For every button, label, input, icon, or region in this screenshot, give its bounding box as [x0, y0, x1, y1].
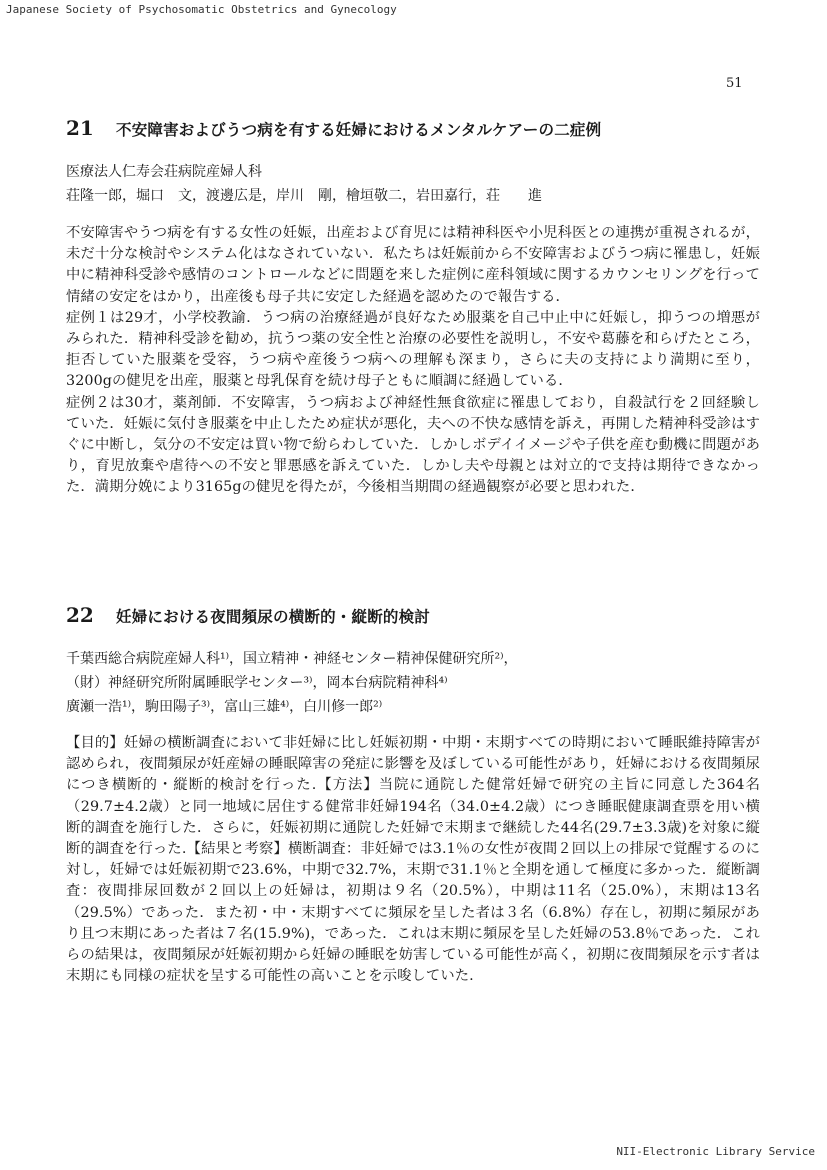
- abstract-title: 不安障害およびうつ病を有する妊婦におけるメンタルケアーの二症例: [116, 121, 602, 139]
- abstract-paragraph: 不安障害やうつ病を有する女性の妊娠，出産および育児には精神科医や小児科医との連携が重視されるが，未だ十分な検討やシステム化はなされていない．私たちは妊娠前から不安障害およびうつ病に罹患し，妊娠中に精神科受診や感情のコントロールなどに問題を来した症例に産科領域に関するカウンセリングを行って情緒の安定をはかり，出産後も母子共に安定した経過を認めたので報告する．: [66, 225, 760, 305]
- journal-header: Japanese Society of Psychosomatic Obstetrics and Gynecology: [6, 3, 397, 16]
- affiliation-line: （財）神経研究所附属睡眠学センター³⁾，岡本台病院精神科⁴⁾: [66, 675, 448, 691]
- author-list: 廣瀬一浩¹⁾，駒田陽子³⁾，富山三雄⁴⁾，白川修一郎²⁾: [66, 699, 383, 715]
- author-list: 荘隆一郎，堀口 文，渡邊広是，岸川 剛，檜垣敬二，岩田嘉行，荘 進: [66, 188, 542, 204]
- abstract-title-row: [66, 116, 760, 140]
- abstract-number: 22: [66, 603, 94, 627]
- abstract-paragraph: 【目的】妊婦の横断調査において非妊婦に比し妊娠初期・中期・末期すべての時期において睡眠維持障害が認められ，夜間頻尿が妊産婦の睡眠障害の発症に影響を及ぼしている可能性があり，妊婦における夜間頻尿につき横断的・縦断的検討を行った.【方法】当院に通院した健常妊婦で研究の主旨に同意した364名（29.7±4.2歳）と同一地域に居住する健常非妊婦194名（34.0±4.2歳）につき睡眠健康調査票を用い横断的調査を施行した．さらに，妊娠初期に通院した妊婦で末期まで継続した44名(29.7±3.3歳)を対象に縦断的調査を行った.【結果と考察】横断調査：非妊婦では3.1％の女性が夜間２回以上の排尿で覚醒するのに対し，妊婦では妊娠初期で23.6%，中期で32.7%，末期で31.1％と全期を通して極度に多かった．縦断調査：夜間排尿回数が２回以上の妊婦は，初期は９名（20.5%），中期は11名（25.0%），末期は13名（29.5%）であった．また初・中・末期すべてに頻尿を呈した者は３名（6.8%）存在し，初期に頻尿があり且つ末期にあった者は７名(15.9%)，であった．これは末期に頻尿を呈した妊婦の53.8％であった．これらの結果は，夜間頻尿が妊娠初期から妊婦の睡眠を妨害している可能性が高く，初期に夜間頻尿を示す者は末期にも同様の症状を呈する可能性の高いことを示唆していた.: [66, 735, 760, 985]
- abstract-21: [66, 116, 760, 499]
- abstract-title: 妊婦における夜間頻尿の横断的・縦断的検討: [116, 608, 431, 626]
- abstract-22: [66, 603, 760, 987]
- affiliation-line: 千葉西総合病院産婦人科¹⁾，国立精神・神経センター精神保健研究所²⁾，: [66, 651, 518, 667]
- abstract-title-row: [66, 603, 760, 627]
- page-number: 51: [726, 76, 743, 91]
- affiliation-line: 医療法人仁寿会荘病院産婦人科: [66, 164, 262, 180]
- abstract-paragraph: 症例１は29才，小学校教諭．うつ病の治療経過が良好なため服薬を自己中止中に妊娠し，抑うつの増悪がみられた．精神科受診を勧め，抗うつ薬の安全性と治療の必要性を説明し，不安や葛藤を和らげたところ，拒否していた服薬を受容，うつ病や産後うつ病への理解も深まり，さらに夫の支持により満期に至り，3200gの健児を出産，服薬と母乳保育を続け母子ともに順調に経過している．: [66, 309, 760, 390]
- library-footer: NII-Electronic Library Service: [616, 1145, 815, 1158]
- abstract-paragraph: 症例２は30才，薬剤師．不安障害，うつ病および神経性無食欲症に罹患しており，自殺試行を２回経験していた．妊娠に気付き服薬を中止したため症状が悪化，夫への不快な感情を訴え，再開した精神科受診はすぐに中断し，気分の不安定は買い物で紛らわしていた．しかしボデイイメージや子供を産む動機に問題があり，育児放棄や虐待への不安と罪悪感を訴えていた．しかし夫や母親とは対立的で支持は期待できなかった．満期分娩により3165gの健児を得たが，今後相当期間の経過観察が必要と思われた．: [66, 394, 760, 496]
- abstract-number: 21: [66, 116, 94, 140]
